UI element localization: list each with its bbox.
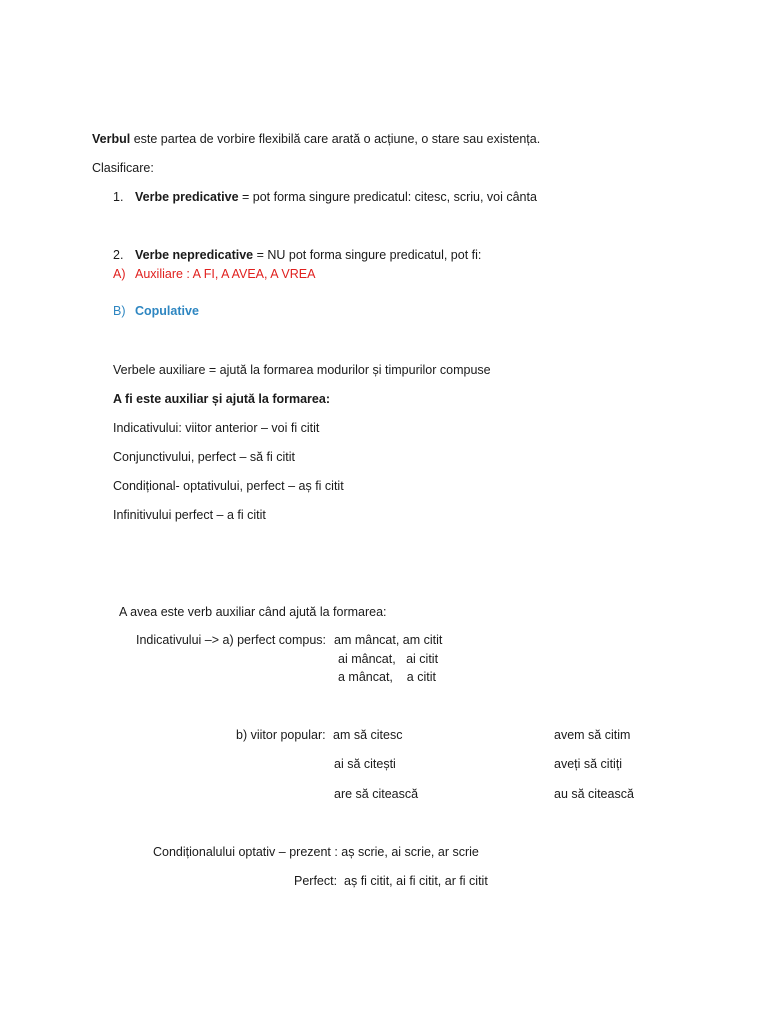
viitor-singular-form: am să citesc xyxy=(333,728,403,742)
auxiliary-definition: Verbele auxiliare = ajută la formarea modurilor și timpurilor compuse xyxy=(113,363,491,377)
conditional-perfect-label: Perfect: xyxy=(294,874,338,888)
conditional-prezent: Condiționalului optativ – prezent : aș scrie, ai scrie, ar scrie xyxy=(153,845,479,859)
perfect-compus-form: a mâncat, a citit xyxy=(338,670,436,684)
sublist-item-copulative xyxy=(113,303,199,319)
sublist-marker: B) xyxy=(113,304,126,318)
afi-heading: A fi este auxiliar și ajută la formarea: xyxy=(113,392,330,406)
perfect-compus-label: Indicativului –> a) perfect compus: xyxy=(136,633,327,647)
afi-line: Indicativului: viitor anterior – voi fi citit xyxy=(113,421,320,435)
viitor-label: b) viitor popular: xyxy=(236,728,326,742)
viitor-singular-form: ai să citești xyxy=(334,757,396,771)
viitor-plural-form: avem să citim xyxy=(554,728,631,742)
classification-label: Clasificare: xyxy=(92,161,154,175)
sublist-item-auxiliare xyxy=(113,266,315,282)
list-item-nepredicative xyxy=(113,247,481,263)
list-item-text: = pot forma singure predicatul: citesc, scriu, voi cânta xyxy=(238,190,537,204)
list-number: 1. xyxy=(113,190,124,204)
sublist-text: Auxiliare : A FI, A AVEA, A VREA xyxy=(135,267,316,281)
perfect-compus-form: ai mâncat, ai citit xyxy=(338,652,439,666)
viitor-singular-form: are să citească xyxy=(334,787,419,801)
afi-line: Infinitivului perfect – a fi citit xyxy=(113,508,266,522)
afi-line: Conjunctivului, perfect – să fi citit xyxy=(113,450,296,464)
viitor-plural-form: au să citească xyxy=(554,787,634,801)
list-item-title: Verbe predicative xyxy=(135,190,239,204)
sublist-text: Copulative xyxy=(135,304,199,318)
verb-definition: este partea de vorbire flexibilă care arată o acțiune, o stare sau existența. xyxy=(130,132,541,146)
aavea-heading: A avea este verb auxiliar când ajută la formarea: xyxy=(119,605,387,619)
afi-line: Condițional- optativului, perfect – aș fi citit xyxy=(113,479,344,493)
list-item-predicative xyxy=(113,189,537,205)
list-number: 2. xyxy=(113,248,124,262)
list-item-title: Verbe nepredicative xyxy=(135,248,254,262)
viitor-plural-form: aveți să citiți xyxy=(554,757,623,771)
conditional-perfect-forms: aș fi citit, ai fi citit, ar fi citit xyxy=(344,874,488,888)
list-item-text: = NU pot forma singure predicatul, pot fi: xyxy=(253,248,482,262)
verb-term: Verbul xyxy=(92,132,131,146)
intro-paragraph xyxy=(92,131,540,147)
sublist-marker: A) xyxy=(113,267,126,281)
conditional-perfect xyxy=(294,873,488,889)
perfect-compus-form: am mâncat, am citit xyxy=(334,633,443,647)
